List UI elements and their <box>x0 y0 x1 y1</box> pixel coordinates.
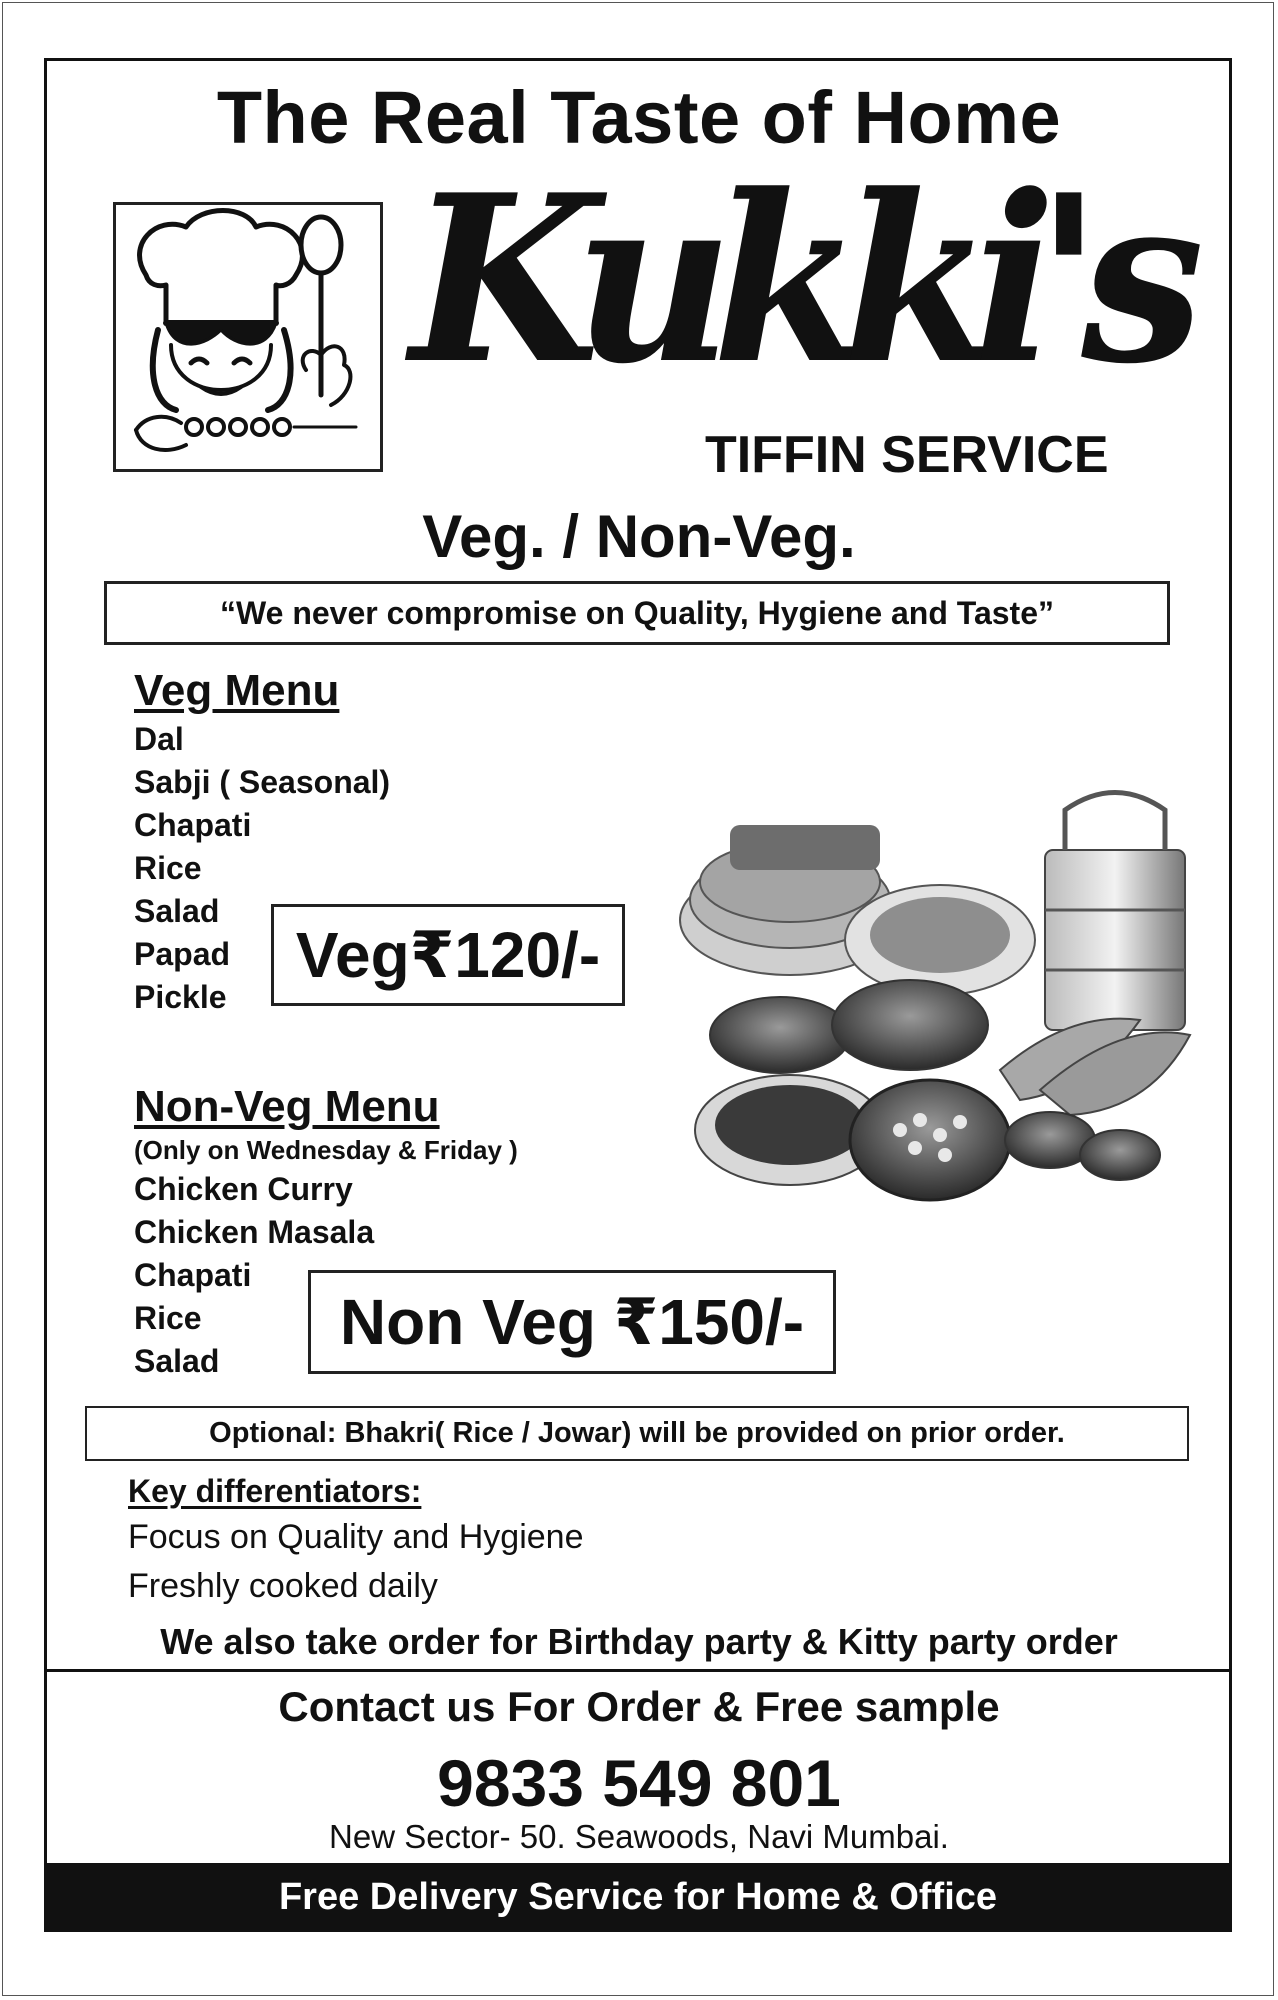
chef-icon <box>116 205 380 469</box>
list-item: Salad <box>134 893 220 929</box>
list-item: Chicken Curry <box>134 1171 353 1207</box>
party-order-text: We also take order for Birthday party & Kitty party order <box>160 1621 1118 1662</box>
nonveg-price-box <box>308 1270 836 1374</box>
key-differentiator-item: Freshly cooked daily <box>128 1567 438 1605</box>
list-item: Chicken Masala <box>134 1214 375 1250</box>
nonveg-price-label: Non Veg <box>339 1286 596 1358</box>
list-item: Rice <box>134 850 202 886</box>
list-item: Dal <box>134 721 184 757</box>
list-item: Chapati <box>134 1257 252 1293</box>
key-differentiator-item: Focus on Quality and Hygiene <box>128 1518 584 1556</box>
optional-text: Optional: Bhakri( Rice / Jowar) will be provided on prior order. <box>209 1417 1065 1449</box>
list-item: Pickle <box>134 979 227 1015</box>
brand-logo <box>410 145 1184 420</box>
headline: The Real Taste of Home <box>216 76 1062 159</box>
veg-menu-title: Veg Menu <box>134 666 340 715</box>
veg-price-label: Veg <box>295 919 410 991</box>
brand-tagline: TIFFIN SERVICE <box>705 426 1109 484</box>
list-item: Salad <box>134 1343 220 1379</box>
list-item: Sabji ( Seasonal) <box>134 764 391 800</box>
category-title: Veg. / Non-Veg. <box>422 503 856 570</box>
list-item: Rice <box>134 1300 202 1336</box>
food-illustration <box>670 770 1210 1240</box>
quote-text: “We never compromise on Quality, Hygiene and Taste” <box>220 594 1054 631</box>
delivery-text: Free Delivery Service for Home & Office <box>278 1876 998 1918</box>
optional-box <box>85 1406 1189 1461</box>
veg-price-box <box>271 904 625 1006</box>
key-differentiators-title: Key differentiators: <box>128 1473 422 1509</box>
address: New Sector- 50. Seawoods, Navi Mumbai. <box>329 1818 949 1855</box>
list-item: Chapati <box>134 807 252 843</box>
nonveg-menu-note: (Only on Wednesday & Friday ) <box>134 1135 518 1165</box>
nonveg-menu-title: Non-Veg Menu <box>134 1082 440 1131</box>
food-thali-icon <box>670 770 1210 1240</box>
list-item: Papad <box>134 936 231 972</box>
quote-box <box>104 581 1170 645</box>
veg-price-value: ₹120/- <box>409 918 601 991</box>
nonveg-price-value: ₹150/- <box>613 1285 805 1358</box>
section-divider <box>44 1669 1232 1672</box>
contact-heading: Contact us For Order & Free sample <box>278 1683 1000 1730</box>
delivery-banner <box>44 1863 1232 1932</box>
brand-name: Kukki's <box>410 145 1184 415</box>
chef-logo <box>113 202 383 472</box>
phone-number: 9833 549 801 <box>437 1746 841 1820</box>
